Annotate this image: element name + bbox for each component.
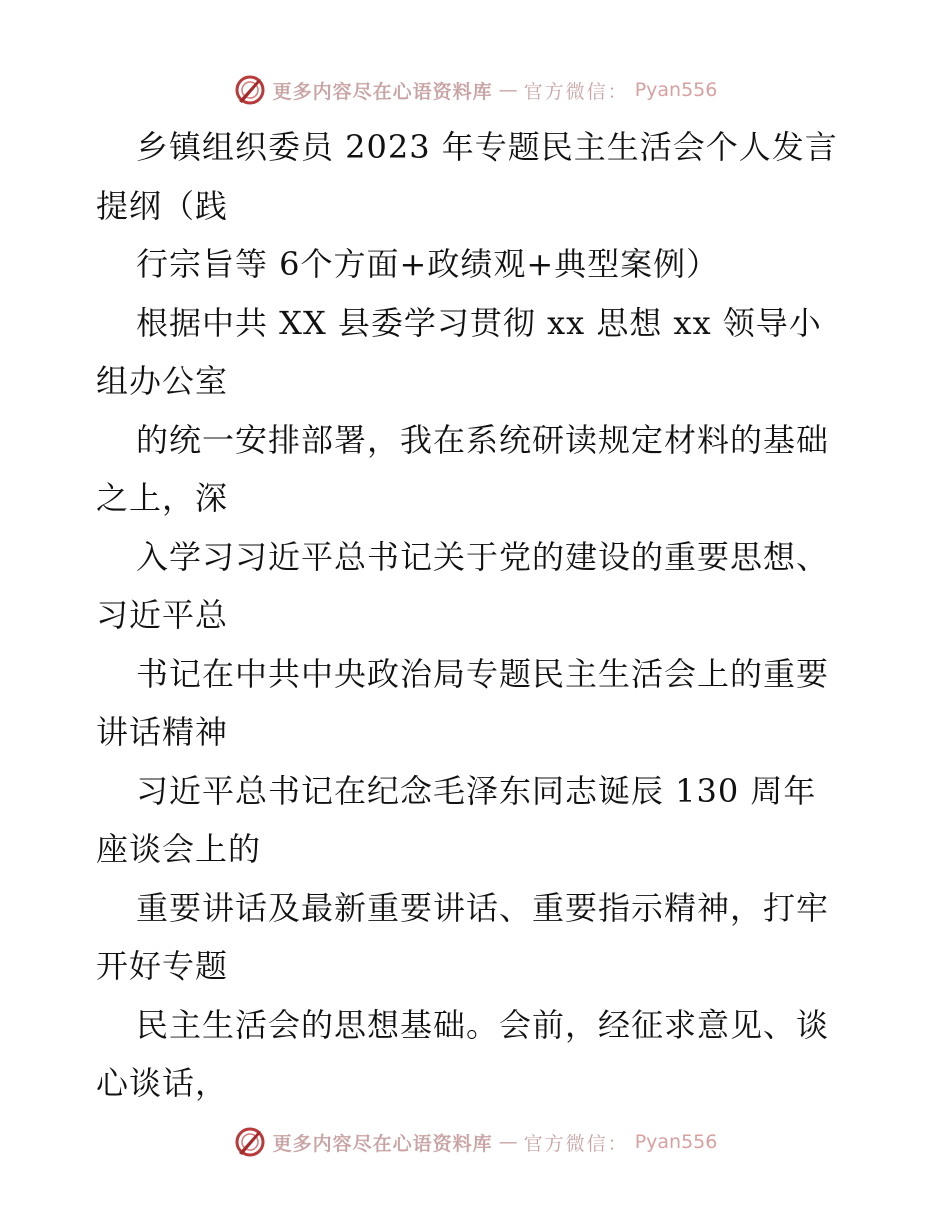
text-line: 习近平总书记在纪念毛泽东同志诞辰 130 周年 bbox=[136, 771, 817, 810]
watermark-official-label: 官方微信： bbox=[523, 1132, 629, 1155]
text-line: 的统一安排部署，我在系统研读规定材料的基础 bbox=[136, 420, 830, 459]
watermark-official-label: 官方微信： bbox=[523, 80, 629, 103]
text-line: 习近平总 bbox=[96, 596, 229, 634]
watermark-main-text: 更多内容尽在心语资料库 bbox=[272, 80, 493, 103]
text-line: 开好专题 bbox=[96, 947, 229, 985]
text-line: 行宗旨等 6个方面+政绩观+典型案例） bbox=[136, 245, 720, 283]
quill-seal-icon bbox=[233, 1125, 267, 1159]
text-line: 乡镇组织委员 2023 年专题民主生活会个人发言 bbox=[136, 128, 838, 166]
footer-watermark bbox=[0, 1122, 950, 1162]
text-line: 提纲（践 bbox=[96, 186, 229, 225]
quill-seal-icon bbox=[233, 73, 267, 107]
text-line: 民主生活会的思想基础。会前，经征求意见、谈 bbox=[136, 1005, 830, 1044]
text-line: 座谈会上的 bbox=[96, 830, 262, 868]
text-line: 根据中共 XX 县委学习贯彻 xx 思想 xx 领导小 bbox=[136, 303, 822, 342]
text-line: 入学习习近平总书记关于党的建设的重要思想、 bbox=[136, 537, 830, 576]
document-body bbox=[96, 118, 856, 1113]
watermark-wechat-id: Pyan556 bbox=[634, 1131, 718, 1153]
watermark-wechat-id: Pyan556 bbox=[634, 79, 718, 101]
text-line: 重要讲话及最新重要讲话、重要指示精神，打牢 bbox=[136, 888, 830, 927]
text-line: 组办公室 bbox=[96, 362, 229, 400]
watermark-main-text: 更多内容尽在心语资料库 bbox=[272, 1132, 493, 1155]
watermark-separator: — bbox=[498, 1131, 518, 1153]
watermark-separator: — bbox=[498, 79, 518, 101]
text-line: 书记在中共中央政治局专题民主生活会上的重要 bbox=[136, 654, 830, 693]
text-line: 心谈话， bbox=[96, 1064, 229, 1102]
text-line: 之上，深 bbox=[96, 479, 229, 517]
text-line: 讲话精神 bbox=[96, 713, 229, 751]
header-watermark bbox=[0, 70, 950, 110]
